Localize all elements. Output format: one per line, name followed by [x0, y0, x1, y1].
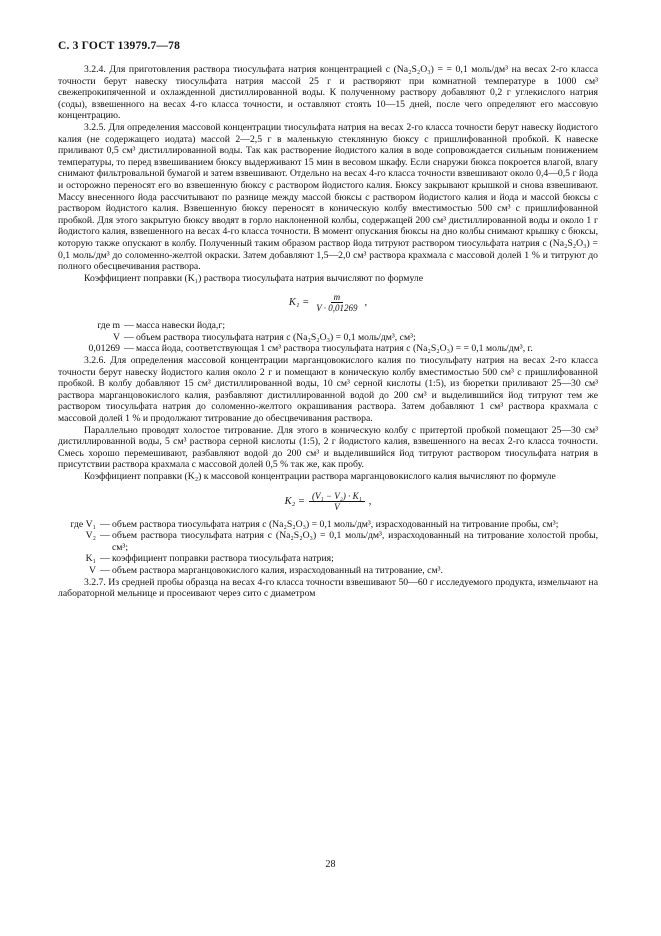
paragraph-k2-intro: Коэффициент поправки (K₂) к массовой концентрации раствора марганцовокислого калия вычисляют по формуле — [84, 471, 556, 482]
formula-k2-lhs: K₂ = — [284, 495, 306, 507]
formula-k1-tail: , — [364, 297, 368, 309]
legend-text: объем раствора марганцовокислого калия, израсходованный на титрование, см³. — [112, 564, 443, 576]
formula-k2-numerator: (V₁ − V₂) · K₁ — [309, 491, 365, 502]
legend-key: 0,01269 — [88, 343, 120, 355]
legend-key: где V₁ — [70, 518, 96, 530]
paragraph-3-2-5: 3.2.5. Для определения массовой концентрации тиосульфата натрия на весах 2-го класса точности берут навеску йодистого калия (не содержащего иодата) массой 2—2,5 г в маленькую стеклянную бюксу с пришлифованной пробкой. К навеске приливают 0,5 см³ дистиллированной воды. Так как растворение йодистого калия в воде сопровождается сильным понижением температуры, то перед взвешиванием бюксу выдерживают 15 мин в весовом шкафу. Если снаружи бюкса покроется влагой, влагу снимают фильтровальной бумагой и затем взвешивают. Отдельно на весах 4-го класса точности взвешивают около 0,4—0,5 г йода и осторожно переносят его во взвешенную бюксу с раствором йодистого калия. Бюксу закрывают крышкой и снова взвешивают. Массу внесенного йода рассчитывают по разнице между массой бюксы с раствором йодистого калия и йода и массой бюксы с раствором йодистого калия. Взвешенную бюксу переносят в коническую колбу вместимостью 500 см³ с пришлифованной пробкой. Для этого закрытую бюксу вводят в горло наклоненной колбы, содержащей 200 см³ дистиллированной воды и около 1 г йодистого калия, взвешенного на весах 4-го класса точности. В момент опускания бюксы на дно колбы снимают крышку с бюксы, которую также опускают в колбу. Полученный таким образом раствор йода титруют раствором тиосульфата натрия c (Na₂S₂O₃) = 0,1 моль/дм³ до соломенно-желтой окраски. Затем добавляют 1,5—2,0 см³ раствора крахмала с массовой долей 1 % и титруют до полного обесцвечивания раствора. — [58, 121, 598, 273]
paragraph-3-2-4: 3.2.4. Для приготовления раствора тиосульфата натрия концентрацией c (Na₂S₂O₃) = = 0,1 моль/дм³ на весах 2-го класса точности берут навеску тиосульфата натрия массой 25 г и растворяют при комнатной температуре в 1000 см³ свежепрокипяченной и охлажденной дистиллированной воды. К полученному раствору добавляют 0,2 г углекислого натрия (соды), взвешенного на весах 4-го класса точности, и оставляют стоять 10—15 дней, после чего определяют его массовую концентрацию. — [58, 64, 598, 122]
formula-k2 — [58, 491, 598, 512]
legend-k2 — [58, 519, 598, 577]
formula-k2-tail: , — [368, 495, 372, 507]
legend-dash: — — [124, 331, 134, 343]
paragraph-k1-intro: Коэффициент поправки (K₁) раствора тиосульфата натрия вычисляют по формуле — [84, 272, 423, 284]
legend-text: объем раствора тиосульфата натрия c (Na₂S₂O₃) = 0,1 моль/дм³, израсходованный на титрование холостой пробы, см³; — [112, 530, 598, 553]
page-number: 28 — [325, 859, 336, 870]
legend-dash: — — [100, 518, 110, 530]
legend-text: объем раствора тиосульфата натрия c (Na₂S₂O₃) = 0,1 моль/дм³, израсходованный на титрование пробы, см³; — [112, 518, 559, 530]
paragraph-3-2-7: 3.2.7. Из средней пробы образца на весах 4-го класса точности взвешивают 50—60 г исследуемого продукта, измельчают на лабораторной мельнице и просеивают через сито с диаметром — [58, 576, 598, 600]
legend-dash: — — [100, 553, 110, 565]
page-header: С. 3 ГОСТ 13979.7—78 — [58, 40, 181, 52]
formula-k1-denominator: V · 0,01269 — [316, 303, 358, 314]
formula-k1-fraction — [313, 292, 360, 313]
legend-text: коэффициент поправки раствора тиосульфата натрия; — [112, 553, 334, 565]
document-page — [58, 40, 598, 600]
legend-key: K₁ — [85, 553, 96, 565]
paragraph-blank-titration: Параллельно проводят холостое титрование. Для этого в коническую колбу с притертой пробкой помещают 25—30 см³ дистиллированной воды, 5 см³ раствора серной кислоты (1:5), 2 г йодистого калия, взвешенного на весах 2-го класса точности. Смесь хорошо перемешивают, разбавляют водой до 200 см³ и выделившийся йод титруют раствором тиосульфата натрия в присутствии раствора крахмала с массовой долей 0,5 % так же, как пробу. — [58, 424, 598, 471]
legend-text: масса навески йода,г; — [136, 320, 226, 332]
legend-key: где m — [97, 320, 120, 332]
legend-text: масса йода, соответствующая 1 см³ раствора тиосульфата натрия c (Na₂S₂O₃) = = 0,1 моль/дм³, г. — [136, 343, 533, 355]
formula-k2-denominator: V — [334, 501, 340, 512]
legend-dash: — — [124, 343, 134, 355]
legend-dash: — — [124, 320, 134, 332]
legend-key: V — [89, 564, 96, 576]
formula-k2-fraction — [309, 491, 365, 512]
formula-k1 — [58, 292, 598, 313]
legend-key: V — [113, 331, 120, 343]
legend-text: объем раствора тиосульфата натрия c (Na₂S₂O₃) = 0,1 моль/дм³, см³; — [136, 331, 416, 343]
legend-dash: — — [100, 564, 110, 576]
formula-k1-numerator: m — [331, 292, 344, 303]
paragraph-3-2-6: 3.2.6. Для определения массовой концентрации марганцовокислого калия по тиосульфату натрия на весах 2-го класса точности берут навеску йодистого калия около 2 г и помещают в коническую колбу вместимостью 500 см³ с пришлифованной пробкой. В колбу добавляют 15 см³ дистиллированной воды, 10 см³ серной кислоты (1:5), из бюретки приливают 25—30 см³ раствора марганцовокислого калия, разбавляют дистиллированной водой до 200 см³ и выделившийся йод титруют тем же раствором тиосульфата натрия до соломенно-желтого окрашивания раствора. Затем добавляют 1 см³ раствора крахмала с массовой долей 1 % и продолжают титрование до обесцвечивания раствора. — [58, 355, 598, 425]
legend-k1 — [58, 320, 598, 355]
formula-k1-lhs: K₁ = — [288, 297, 310, 309]
legend-dash: — — [100, 530, 110, 542]
legend-key: V₂ — [85, 530, 96, 542]
